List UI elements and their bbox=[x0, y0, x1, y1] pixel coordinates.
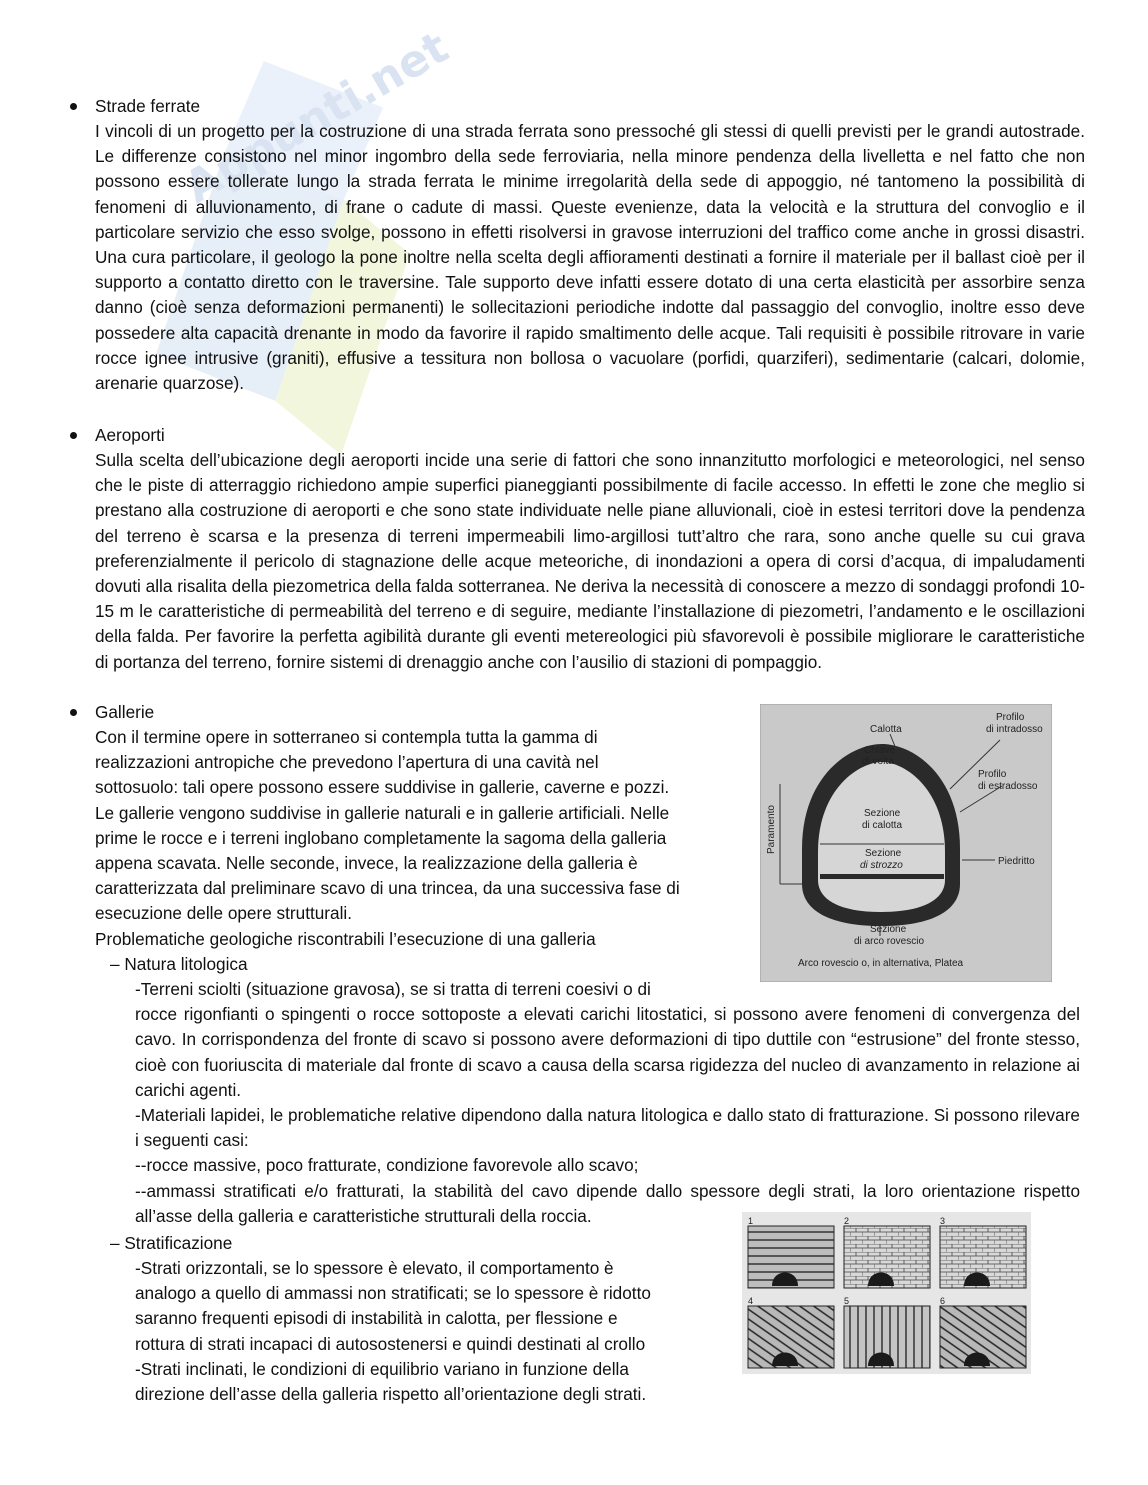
text-line: saranno frequenti episodi di instabilità in calotta, per flessione e bbox=[135, 1308, 618, 1329]
text-block: --ammassi stratificati e/o fratturati, la stabilità del cavo dipende dallo spessore degli strati, la loro orientazione rispetto all’asse della galleria e caratteristiche strutturali della roccia. bbox=[135, 1180, 1080, 1226]
label-sezione-arco-2: di arco rovescio bbox=[854, 936, 925, 947]
watermark-text: Appunti.net bbox=[176, 21, 457, 214]
text-block: -Materiali lapidei, le problematiche relative dipendono dalla natura litologica e dallo stato di fratturazione. Si possono rilevare i seguenti casi: bbox=[135, 1105, 1080, 1151]
label-sezione-calotta-1: Sezione bbox=[864, 808, 901, 819]
heading-aeroporti: Aeroporti bbox=[95, 425, 165, 445]
block-number: 2 bbox=[844, 1216, 850, 1226]
label-sezione-calotta-2: di calotta bbox=[862, 820, 903, 831]
text-line: realizzazioni antropiche che prevedono l’apertura di una cavità nel bbox=[95, 752, 599, 773]
label-paramento: Paramento bbox=[766, 805, 777, 854]
floor-slab bbox=[820, 874, 944, 879]
text-line: -Strati orizzontali, se lo spessore è elevato, il comportamento è bbox=[135, 1258, 614, 1278]
bullet-dot bbox=[70, 709, 77, 716]
text-line: Con il termine opere in sotterraneo si contempla tutta la gamma di bbox=[95, 727, 598, 747]
dash-marker: – bbox=[110, 1233, 125, 1253]
block-number: 6 bbox=[940, 1296, 946, 1306]
block-number: 3 bbox=[940, 1216, 946, 1226]
label-sezione-arco-1: Sezione bbox=[870, 924, 907, 935]
text-line: rottura di strati incapaci di autosostenersi e quindi destinati al crollo bbox=[135, 1333, 646, 1354]
text-line: sottosuolo: tali opere possono essere suddivise in gallerie, caverne e pozzi. bbox=[95, 777, 670, 798]
block-number: 4 bbox=[748, 1296, 754, 1306]
paragraph-gallerie bbox=[95, 725, 731, 952]
bullet-dot bbox=[70, 432, 77, 439]
text-block: --rocce massive, poco fratturate, condizione favorevole allo scavo; bbox=[135, 1155, 639, 1176]
block-4 bbox=[748, 1296, 834, 1368]
text-line: Problematiche geologiche riscontrabili l’esecuzione di una galleria bbox=[95, 928, 596, 949]
subheading-natura-litologica bbox=[110, 952, 248, 977]
label-calotta: Calotta bbox=[870, 724, 902, 735]
tunnel-section-figure bbox=[760, 704, 1052, 982]
text-line: prime le rocce e i terreni inglobano completamente la sagoma della galleria bbox=[95, 827, 667, 848]
text-line: direzione dell’asse della galleria rispetto all’orientazione degli strati. bbox=[135, 1384, 647, 1405]
text-block: rocce rigonfianti o spingenti o rocce sottoposte a elevati carichi litostatici, si possono avere fenomeni di convergenza del cavo. In corrispondenza del fronte di scavo si possono avere deformazioni di tipo duttile con “estrusione” del fronte stesso, cioè con fuoriuscita di materiale dal fronte di scavo a causa della scarsa rigidezza del nucleo di avanzamento in relazione ai carichi agenti. bbox=[135, 1004, 1080, 1100]
block-3 bbox=[940, 1216, 1026, 1288]
label-sezione-strozzo-1: Sezione bbox=[865, 848, 902, 859]
label-sezione-strozzo-2: di strozzo bbox=[860, 860, 903, 871]
subheading-natura-label: Natura litologica bbox=[124, 954, 248, 974]
paragraph-stratificazione bbox=[135, 1256, 710, 1407]
block-2 bbox=[844, 1216, 930, 1288]
paragraph-strade-ferrate: I vincoli di un progetto per la costruzione di una strada ferrata sono pressoché gli stessi di quelli previsti per le grandi autostrade. Le differenze consistono nel minor ingombro della sede ferroviaria, nella minore pendenza della livelletta e nel fatto che non possono essere tollerate lungo la strada ferrata le minime irregolarità della sede di appoggio, né tantomeno la possibilità di fenomeni di alluvionamento, di frane o cadute di massi. Queste evenienze, data la velocità e la struttura del convoglio e il particolare servizio che esso svolge, possono in effetti risolversi in gravose interruzioni del traffico come anche in grossi disastri. Una cura particolare, il geologo la pone inoltre nella scelta degli affioramenti destinati a fornire il materiale per il ballast cioè per il supporto a contatto diretto con le traversine. Tale supporto deve infatti essere dotato di una certa elasticità per assorbire senza danno (cioè senza deformazioni permanenti) le sollecitazioni periodiche indotte dal passaggio del convoglio, inoltre esso deve possedere alta capacità drenante in modo da favorire il rapido smaltimento delle acque. Tali requisiti è possibile ritrovare in varie rocce ignee intrusive (graniti), effusive a tessitura non bollosa o vacuolare (porfidi, quarziferi), sedimentarie (calcari, dolomie, arenarie quarzose). bbox=[95, 121, 1085, 394]
tunnel-section-diagram bbox=[760, 704, 1052, 982]
text-line: caratterizzata dal preliminare scavo di una trincea, da una successiva fase di bbox=[95, 878, 680, 899]
subheading-stratificazione bbox=[110, 1231, 232, 1256]
label-chiave: Chiave bbox=[864, 745, 896, 756]
stratification-figure bbox=[742, 1212, 1031, 1374]
label-estradosso-2: di estradosso bbox=[978, 781, 1038, 792]
label-intradosso-1: Profilo bbox=[996, 712, 1025, 723]
block-1 bbox=[748, 1216, 834, 1288]
stratification-diagram bbox=[742, 1212, 1031, 1374]
text-line: -Terreni sciolti (situazione gravosa), se si tratta di terreni coesivi o di bbox=[135, 979, 651, 999]
heading-strade-ferrate: Strade ferrate bbox=[95, 96, 201, 116]
paragraph-aeroporti: Sulla scelta dell’ubicazione degli aeroporti incide una serie di fattori che sono innanzitutto morfologici e meteorologici, nel senso che le piste di atterraggio richiedono ampie superfici pianeggianti possibilmente di facile accesso. In effetti le zone che meglio si prestano alla costruzione di aeroporti e che sono state individuate nelle piane alluvionali, cioè in estesi territori dove la pendenza del terreno è scarsa e la presenza di terreni impermeabili limo-argillosi tutt’altro che rara, sono anche quelle su cui grava preferenzialmente il pericolo di stagnazione delle acque meteoriche, di inondazioni a opera di corsi d’acqua, di impaludamenti dovuti alla risalita della piezometrica della falda sotterranea. Ne deriva la necessità di conoscere a mezzo di sondaggi profondi 10-15 m le caratteristiche di permeabilità del terreno e di seguire, mediante l’installazione di piezometri, l’andamento e le oscillazioni della falda. Per favorire la perfetta agibilità durante gli eventi metereologici più sfavorevoli è possibile migliorare le caratteristiche di portanza del terreno, fornire sistemi di drenaggio anche con l’ausilio di stazioni di pompaggio. bbox=[95, 450, 1085, 672]
paragraph-natura-litologica bbox=[135, 977, 1080, 1229]
text-line: appena scavata. Nelle seconde, invece, la realizzazione della galleria è bbox=[95, 853, 638, 874]
text-line: esecuzione delle opere strutturali. bbox=[95, 903, 353, 924]
block-number: 5 bbox=[844, 1296, 850, 1306]
text-line: Le gallerie vengono suddivise in gallerie naturali e in gallerie artificiali. Nelle bbox=[95, 802, 670, 823]
dash-marker: – bbox=[110, 954, 125, 974]
block-number: 1 bbox=[748, 1216, 754, 1226]
block-5 bbox=[844, 1296, 930, 1368]
label-intradosso-2: di intradosso bbox=[986, 724, 1043, 735]
heading-gallerie: Gallerie bbox=[95, 702, 155, 722]
text-line: analogo a quello di ammassi non stratificati; se lo spessore è ridotto bbox=[135, 1283, 651, 1304]
block-6 bbox=[940, 1296, 1026, 1368]
bullet-dot bbox=[70, 103, 77, 110]
figure-caption: Arco rovescio o, in alternativa, Platea bbox=[798, 958, 964, 969]
label-di-volta: di volta bbox=[862, 756, 894, 767]
text-line: -Strati inclinati, le condizioni di equilibrio variano in funzione della bbox=[135, 1358, 629, 1379]
label-piedritto: Piedritto bbox=[998, 856, 1035, 867]
label-estradosso-1: Profilo bbox=[978, 769, 1007, 780]
subheading-strat-label: Stratificazione bbox=[124, 1233, 233, 1253]
